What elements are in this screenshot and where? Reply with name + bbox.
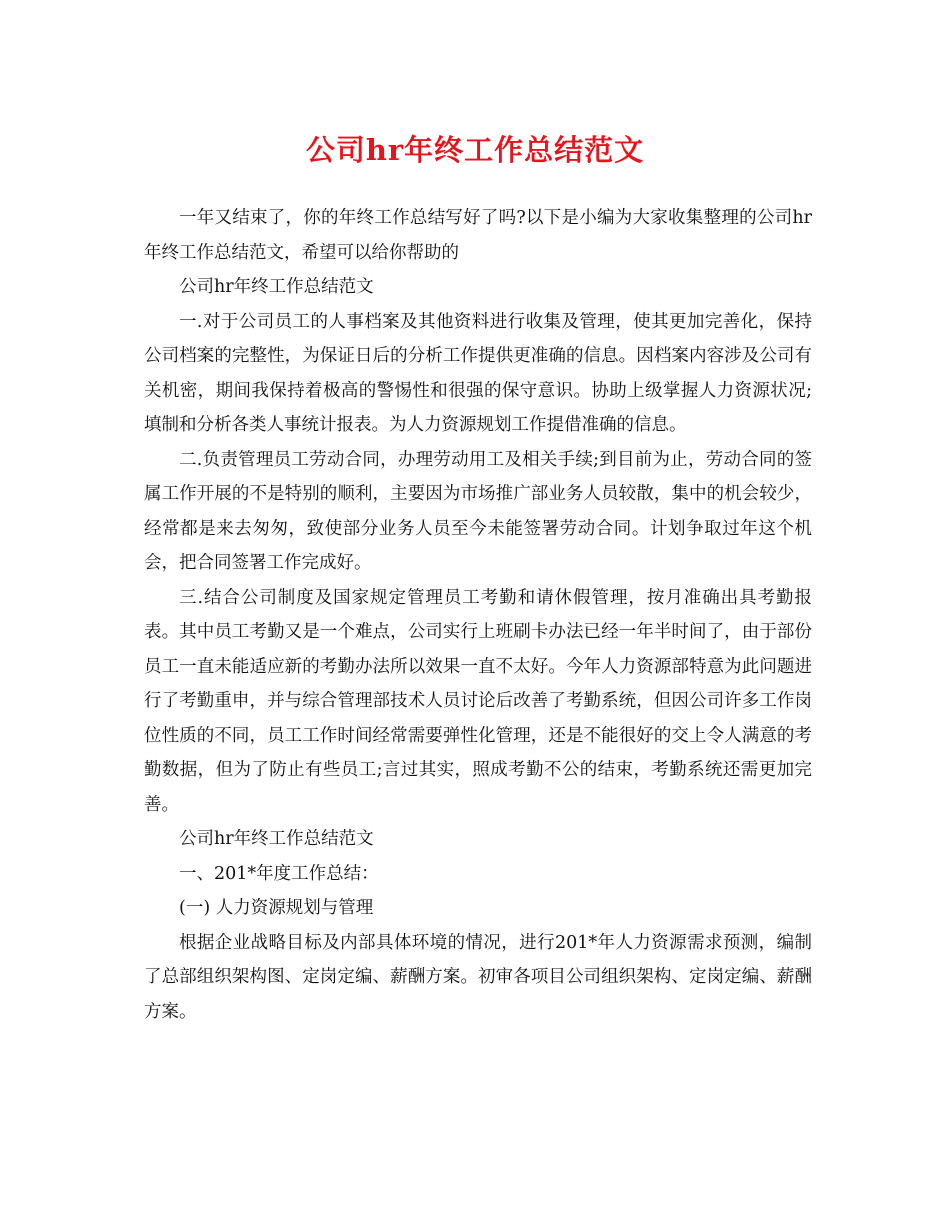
paragraph-item-3: 三.结合公司制度及国家规定管理员工考勤和请休假管理，按月准确出具考勤报表。其中员工考勤又是一个难点，公司实行上班刷卡办法已经一年半时间了，由于部份员工一直未能适应新的考勤办法所以效果一直不太好。今年人力资源部特意为此问题进行了考勤重申，并与综合管理部技术人员讨论后改善了考勤系统，但因公司许多工作岗位性质的不同，员工工作时间经常需要弹性化管理，还是不能很好的交上令人满意的考勤数据，但为了防止有些员工;言过其实，照成考勤不公的结束，考勤系统还需更加完善。 xyxy=(144,587,812,815)
paragraph-section-heading: 一、201*年度工作总结： xyxy=(179,863,379,884)
paragraph-subtitle-2: 公司hr年终工作总结范文 xyxy=(179,829,374,849)
paragraph-intro: 一年又结束了，你的年终工作总结写好了吗?以下是小编为大家收集整理的公司hr年终工作总结范文，希望可以给你帮助的 xyxy=(144,208,812,263)
paragraph-subtitle-1: 公司hr年终工作总结范文 xyxy=(179,277,374,297)
document-title: 公司hr年终工作总结范文 xyxy=(305,133,645,167)
paragraph-item-2: 二.负责管理员工劳动合同，办理劳动用工及相关手续;到目前为止，劳动合同的签属工作开展的不是特别的顺利，主要因为市场推广部业务人员较散，集中的机会较少，经常都是来去匆匆，致使部分业务人员至今未能签署劳动合同。计划争取过年这个机会，把合同签署工作完成好。 xyxy=(144,449,812,573)
document-body xyxy=(144,201,812,1029)
paragraph-subsection-heading: (一) 人力资源规划与管理 xyxy=(179,898,374,918)
paragraph-planning: 根据企业战略目标及内部具体环境的情况，进行201*年人力资源需求预测，编制了总部组织架构图、定岗定编、薪酬方案。初审各项目公司组织架构、定岗定编、薪酬方案。 xyxy=(144,932,812,1022)
paragraph-item-1: 一.对于公司员工的人事档案及其他资料进行收集及管理，使其更加完善化，保持公司档案的完整性，为保证日后的分析工作提供更准确的信息。因档案内容涉及公司有关机密，期间我保持着极高的警惕性和很强的保守意识。协助上级掌握人力资源状况;填制和分析各类人事统计报表。为人力资源规划工作提借准确的信息。 xyxy=(144,311,812,435)
